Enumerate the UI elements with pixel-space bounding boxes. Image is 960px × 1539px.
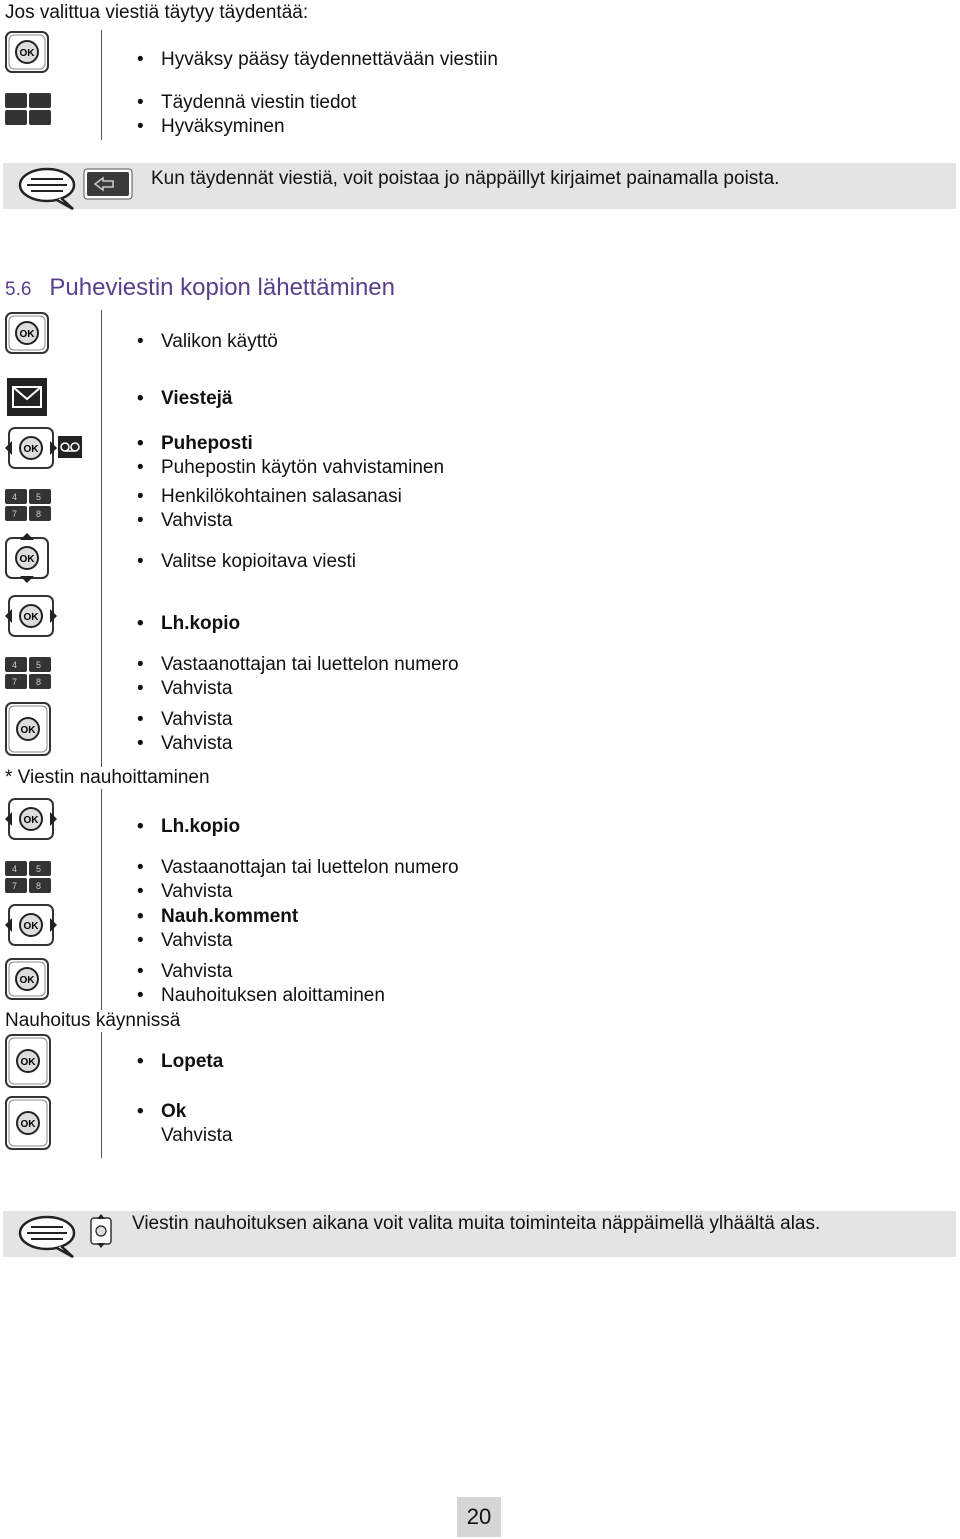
ok-key-icon: [4, 30, 50, 74]
keypad-icon: [4, 860, 52, 894]
step-item: • Henkilökohtainen salasanasi: [161, 486, 402, 508]
step-item: • Hyväksy pääsy täydennettävään viestiin: [161, 49, 498, 71]
status-text: Nauhoitus käynnissä: [5, 1010, 181, 1031]
svg-text:OK: OK: [23, 612, 39, 623]
step-item: • Vahvista: [161, 733, 232, 755]
step-item: • Viestejä: [161, 388, 232, 410]
svg-text:8: 8: [36, 677, 42, 687]
section1-heading: Jos valittua viestiä täytyy täydentää:: [5, 2, 309, 23]
svg-text:4: 4: [12, 660, 18, 670]
svg-text:OK: OK: [23, 815, 39, 826]
svg-text:4: 4: [12, 864, 18, 874]
navigator-key-icon: [4, 593, 58, 639]
note-box: [3, 1211, 956, 1257]
page-number: 20: [457, 1497, 501, 1537]
step-item: • Nauhoituksen aloittaminen: [161, 985, 385, 1007]
step-item: • Vahvista: [161, 881, 232, 903]
svg-text:7: 7: [12, 881, 18, 891]
svg-text:OK: OK: [23, 444, 39, 455]
svg-text:4: 4: [12, 492, 18, 502]
svg-text:OK: OK: [19, 329, 35, 340]
section-number: 5.6: [5, 279, 32, 300]
backspace-key-icon: [83, 168, 133, 200]
keypad-icon: [4, 92, 52, 126]
svg-text:8: 8: [36, 509, 42, 519]
step-item: • Vahvista: [161, 510, 232, 532]
step-item: • Hyväksyminen: [161, 116, 285, 138]
sub-heading: * Viestin nauhoittaminen: [5, 767, 210, 788]
speech-bubble-icon: [17, 1213, 81, 1259]
ok-key-icon: [4, 957, 50, 1001]
step-item: • Vahvista: [161, 930, 232, 952]
step-item: • Vahvista: [161, 709, 232, 731]
section-title-text: Puheviestin kopion lähettäminen: [49, 274, 395, 301]
svg-text:OK: OK: [19, 48, 35, 59]
step-item: • Vahvista: [161, 961, 232, 983]
note-text: Kun täydennät viestiä, voit poistaa jo näppäillyt kirjaimet painamalla poista.: [151, 168, 780, 189]
speech-bubble-icon: [17, 165, 81, 211]
voicemail-icon: [58, 436, 82, 458]
divider: [101, 30, 102, 140]
step-item: • Puhepostin käytön vahvistaminen: [161, 457, 444, 479]
svg-text:5: 5: [36, 492, 42, 502]
ok-key-icon: [4, 311, 50, 355]
svg-text:7: 7: [12, 677, 18, 687]
svg-text:OK: OK: [20, 1057, 36, 1068]
svg-text:OK: OK: [20, 1119, 36, 1130]
navigator-key-icon: [4, 425, 58, 471]
svg-text:8: 8: [36, 881, 42, 891]
note-box: [3, 163, 956, 209]
svg-text:7: 7: [12, 509, 18, 519]
keypad-icon: [4, 488, 52, 522]
svg-text:OK: OK: [23, 921, 39, 932]
keypad-icon: [4, 656, 52, 690]
step-item: • Vastaanottajan tai luettelon numero: [161, 857, 459, 879]
navigator-key-icon: [88, 1214, 114, 1248]
ok-key-icon: [4, 1095, 52, 1151]
ok-key-icon: [4, 1033, 52, 1089]
step-item: • Valitse kopioitava viesti: [161, 551, 356, 573]
ok-key-icon: [4, 701, 52, 757]
step-item: • Lh.kopio: [161, 613, 240, 635]
svg-text:5: 5: [36, 660, 42, 670]
step-item: • Puheposti: [161, 433, 253, 455]
step-item: • Lopeta: [161, 1051, 223, 1073]
navigator-key-icon: [4, 532, 50, 584]
step-item: • Vastaanottajan tai luettelon numero: [161, 654, 459, 676]
note-text: Viestin nauhoituksen aikana voit valita muita toiminteita näppäimellä ylhäältä alas.: [132, 1213, 821, 1234]
step-item: • Vahvista: [161, 678, 232, 700]
step-item: • Valikon käyttö: [161, 331, 278, 353]
step-item: • Lh.kopio: [161, 816, 240, 838]
navigator-key-icon: [4, 902, 58, 948]
svg-text:OK: OK: [19, 554, 35, 565]
step-item: • Täydennä viestin tiedot: [161, 92, 356, 114]
svg-text:5: 5: [36, 864, 42, 874]
envelope-icon: [6, 377, 48, 417]
step-text: Vahvista: [161, 1125, 233, 1146]
step-item: • Nauh.komment: [161, 906, 298, 928]
svg-text:OK: OK: [19, 975, 35, 986]
navigator-key-icon: [4, 796, 58, 842]
section-title: [5, 274, 395, 302]
step-item: • Ok: [161, 1101, 186, 1123]
svg-text:OK: OK: [20, 725, 36, 736]
